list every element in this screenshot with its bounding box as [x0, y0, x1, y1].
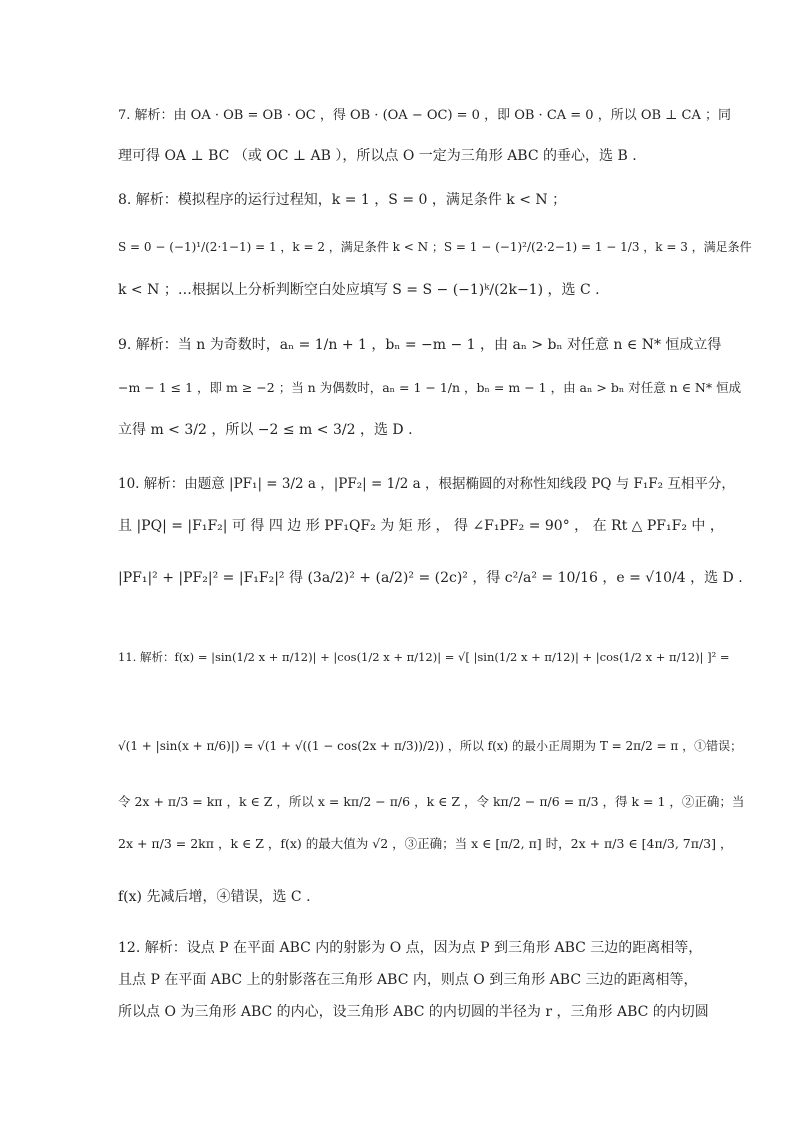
- solution-9-line-3: 立得 m < 3/2 ，所以 −2 ≤ m < 3/2 ，选 D .: [118, 422, 413, 438]
- solution-11-line-4: 2x + π/3 = 2kπ ，k ∈ Z ，f(x) 的最大值为 √2 ，③正确；当 x ∈ [π/2, π] 时，2x + π/3 ∈ [4π/3, 7π/3] ，: [118, 836, 733, 851]
- solution-12-line-1: 12. 解析：设点 P 在平面 ABC 内的射影为 O 点，因为点 P 到三角形 ABC 三边的距离相等，: [118, 940, 703, 956]
- solution-8-line-1: 8. 解析：模拟程序的运行过程知，k = 1 ，S = 0 ，满足条件 k < N ；: [118, 192, 567, 208]
- solution-9-line-2: −m − 1 ≤ 1 ，即 m ≥ −2 ；当 n 为偶数时，aₙ = 1 − 1/n ，bₙ = m − 1 ，由 aₙ > bₙ 对任意 n ∈ N* 恒成: [118, 380, 742, 395]
- solution-8-line-2: S = 0 − (−1)¹/(2·1−1) = 1 ，k = 2 ，满足条件 k < N ；S = 1 − (−1)²/(2·2−1) = 1 − 1/3 ，k = 3 ，满足条件: [118, 240, 752, 254]
- solution-10-line-2: 且 |PQ| = |F₁F₂| 可 得 四 边 形 PF₁QF₂ 为 矩 形 ， 得 ∠F₁PF₂ = 90° ， 在 Rt △ PF₁F₂ 中 ，: [118, 518, 724, 534]
- solution-7-line-1: 7. 解析：由 OA · OB = OB · OC ，得 OB · (OA − OC) = 0 ，即 OB · CA = 0 ，所以 OB ⊥ CA ；同: [118, 108, 732, 123]
- solution-11-line-3: 令 2x + π/3 = kπ ，k ∈ Z ，所以 x = kπ/2 − π/6 ，k ∈ Z ，令 kπ/2 − π/6 = π/3 ，得 k = 1 ，②正确；当: [118, 794, 745, 809]
- solution-11-line-2: √(1 + |sin(x + π/6)|) = √(1 + √((1 − cos(2x + π/3))/2)) ，所以 f(x) 的最小正周期为 T = 2π/2 = π ，①错误；: [118, 739, 743, 753]
- solution-9-line-1: 9. 解析：当 n 为奇数时，aₙ = 1/n + 1 ，bₙ = −m − 1 ，由 aₙ > bₙ 对任意 n ∈ N* 恒成立得: [118, 337, 722, 353]
- solution-11-line-1: 11. 解析：f(x) = |sin(1/2 x + π/12)| + |cos(1/2 x + π/12)| = √[ |sin(1/2 x + π/12)| + |cos(1/2 x + π/12)| ]² =: [118, 650, 730, 664]
- solution-10-line-1: 10. 解析：由题意 |PF₁| = 3/2 a ，|PF₂| = 1/2 a ，根据椭圆的对称性知线段 PQ 与 F₁F₂ 互相平分，: [118, 476, 735, 492]
- solution-10-line-3: |PF₁|² + |PF₂|² = |F₁F₂|² 得 (3a/2)² + (a/2)² = (2c)² ，得 c²/a² = 10/16 ，e = √10/4 ，选 D .: [118, 570, 743, 586]
- solution-12-line-2: 且点 P 在平面 ABC 上的射影落在三角形 ABC 内，则点 O 到三角形 ABC 三边的距离相等，: [118, 972, 698, 988]
- solution-7-line-2: 理可得 OA ⊥ BC （或 OC ⊥ AB ），所以点 O 一定为三角形 ABC 的垂心，选 B .: [118, 148, 637, 164]
- solution-11-line-5: f(x) 先减后增，④错误，选 C .: [118, 889, 311, 905]
- solution-8-line-3: k < N ；…根据以上分析判断空白处应填写 S = S − (−1)ᵏ/(2k−1) ，选 C .: [118, 282, 600, 298]
- solution-12-line-3: 所以点 O 为三角形 ABC 的内心，设三角形 ABC 的内切圆的半径为 r ，三角形 ABC 的内切圆: [118, 1004, 709, 1020]
